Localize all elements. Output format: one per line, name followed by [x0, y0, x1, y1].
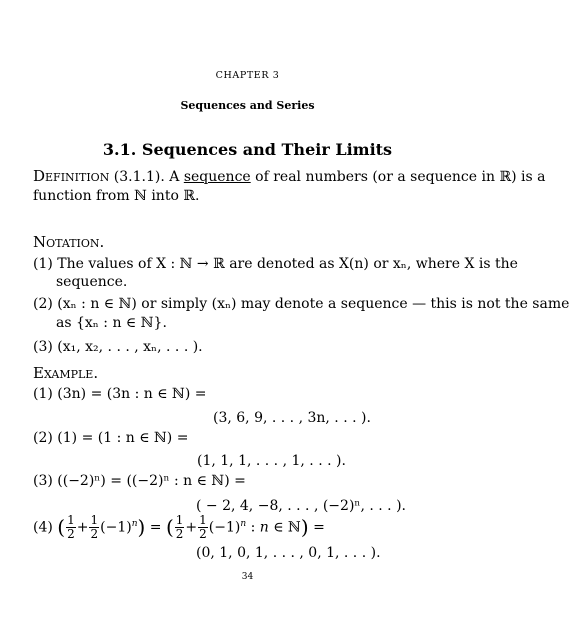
- example-4-result: (0, 1, 0, 1, . . . , 0, 1, . . . ).: [196, 545, 381, 561]
- notation-item-2-line-2: as {xₙ : n ∈ ℕ}.: [56, 315, 167, 331]
- definition-line-2: function from ℕ into ℝ.: [33, 188, 200, 204]
- definition-text-rest: of real numbers (or a sequence in ℝ) is a: [250, 169, 546, 185]
- section-title: 3.1. Sequences and Their Limits: [102, 140, 393, 159]
- chapter-title: Sequences and Series: [180, 99, 315, 112]
- chapter-label: CHAPTER 3: [215, 70, 280, 81]
- notation-heading: Notation.: [33, 233, 105, 251]
- example-2: (2) (1) = (1 : n ∈ ℕ) =: [33, 430, 189, 446]
- example-2-result: (1, 1, 1, . . . , 1, . . . ).: [197, 453, 346, 469]
- example-3: (3) ((−2)ⁿ) = ((−2)ⁿ : n ∈ ℕ) =: [33, 473, 246, 489]
- example-heading: Example.: [33, 364, 99, 382]
- notation-item-3: (3) (x₁, x₂, . . . , xₙ, . . . ).: [33, 339, 203, 355]
- page-number: 34: [241, 572, 254, 582]
- notation-item-1-line-2: sequence.: [56, 274, 128, 290]
- definition-text: A: [164, 169, 184, 185]
- definition-term: sequence: [183, 169, 251, 185]
- definition-ref: (3.1.1).: [113, 169, 165, 185]
- example-3-result: ( − 2, 4, −8, . . . , (−2)ⁿ, . . . ).: [196, 498, 406, 514]
- notation-item-2-line-1: (2) (xₙ : n ∈ ℕ) or simply (xₙ) may denote a sequence — this is not the same: [33, 296, 569, 312]
- definition-heading: Definition: [33, 167, 110, 185]
- example-1-result: (3, 6, 9, . . . , 3n, . . . ).: [213, 410, 371, 426]
- example-1: (1) (3n) = (3n : n ∈ ℕ) =: [33, 386, 207, 402]
- definition-line-1: [33, 166, 545, 187]
- example-4: (4) ( $\frac{1}{2}$ + $\frac{1}{2}$ $(-1)^n$) = ( $\frac{1}{2}$ + $\frac{1}{2}$ $(-1)^n$ : n ∈ ℕ) =: [33, 513, 325, 542]
- example-4-label: (4): [33, 519, 53, 536]
- notation-item-1-line-1: (1) The values of X : ℕ → ℝ are denoted as X(n) or xₙ, where X is the: [33, 256, 518, 272]
